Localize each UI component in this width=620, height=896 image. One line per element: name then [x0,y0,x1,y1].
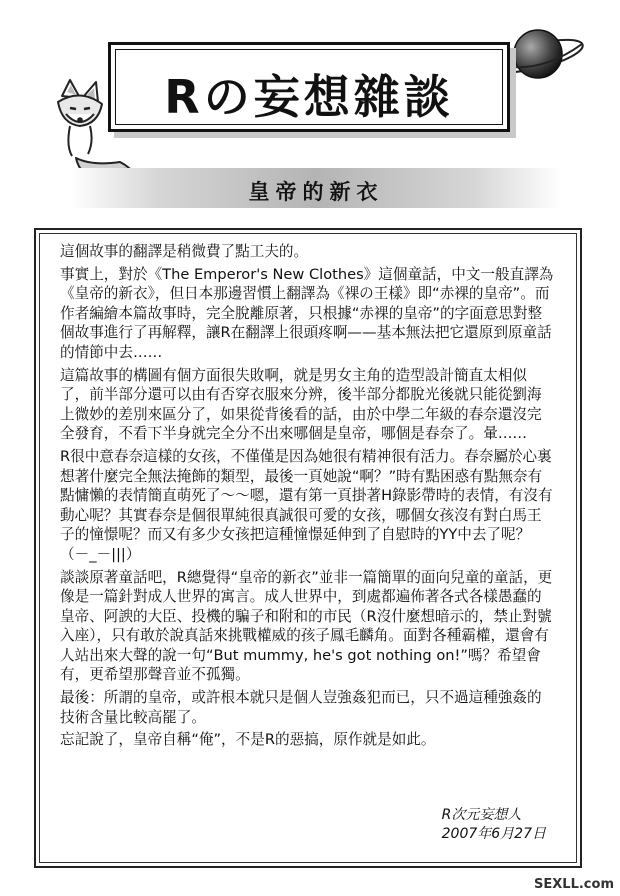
paragraph-4: R很中意春奈這樣的女孩，不僅僅是因為她很有精神很有活力。春奈屬於心裏想著什麼完全無法掩飾的類型，最後一頁她說“啊？”時有點困惑有點無奈有點慵懶的表情簡直萌死了～～嗯，還有第一頁掛著H錄影帶時的表情，有沒有動心呢？其實春奈是個很單純很真誠很可愛的女孩，哪個女孩沒有對白馬王子的憧憬呢？而又有多少女孩把這種憧憬延伸到了自慰時的YY中去了呢？（－_－|||） [60,447,553,563]
paragraph-3: 這篇故事的構圖有個方面很失敗啊，就是男女主角的造型設計簡直太相似了，前半部分還可以由有否穿衣服來分辨，後半部分都脫光後就只能從劉海上微妙的差別來區分了，如果從背後看的話，由於中學二年級的春奈還沒完全發育，不看下半身就完全分不出來哪個是皇帝，哪個是春奈了。暈…… [60,366,542,443]
page-title: Rの妄想雜談 [164,70,454,124]
article-subtitle: 皇帝的新衣 [248,180,384,204]
watermark: SEXLL.com [534,877,614,892]
paragraph-6: 最後：所謂的皇帝，或許根本就只是個人豈強姦犯而已，只不過這種強姦的技術含量比較高罷了。 [60,689,542,726]
paragraph-5: 談談原著童話吧，R總覺得“皇帝的新衣”並非一篇簡單的面向兒童的童話，更像是一篇針對成人世界的寓言。成人世界中，到處都遍佈著各式各樣愚蠢的皇帝、阿諛的大臣、投機的騙子和附和的市民（R沒什麼想暗示的，禁止對號入座），只有敢於說真話來挑戰權威的孩子鳳毛麟角。面對各種霸權，還會有人站出來大聲的說一句“But mummy, he's got nothing on!”嗎？希望會有，更希望那聲音並不孤獨。 [60,568,553,684]
signature [442,806,546,844]
paragraph-7: 忘記說了，皇帝自稱“俺”，不是R的惡搞，原作就是如此。 [60,731,436,749]
header-box [108,42,510,132]
signature-date: 2007年6月27日 [441,826,546,842]
subtitle-band [70,168,562,208]
article-body [60,242,556,753]
signature-author: R次元妄想人 [441,807,522,823]
paragraph-1: 這個故事的翻譯是稍微費了點工夫的。 [60,243,309,260]
paragraph-2: 事實上，對於《The Emperor's New Clothes》這個童話，中文一般直譯為《皇帝的新衣》，但日本那邊習慣上翻譯為《裸の王樣》即“赤裸的皇帝”。而作者編繪本篇故事時，完全脫離原著，只根據“赤裸的皇帝”的字面意思對整個故事進行了再解釋，讓R在翻譯上很頭疼啊——基本無法把它還原到原童話的情節中去…… [60,265,554,361]
